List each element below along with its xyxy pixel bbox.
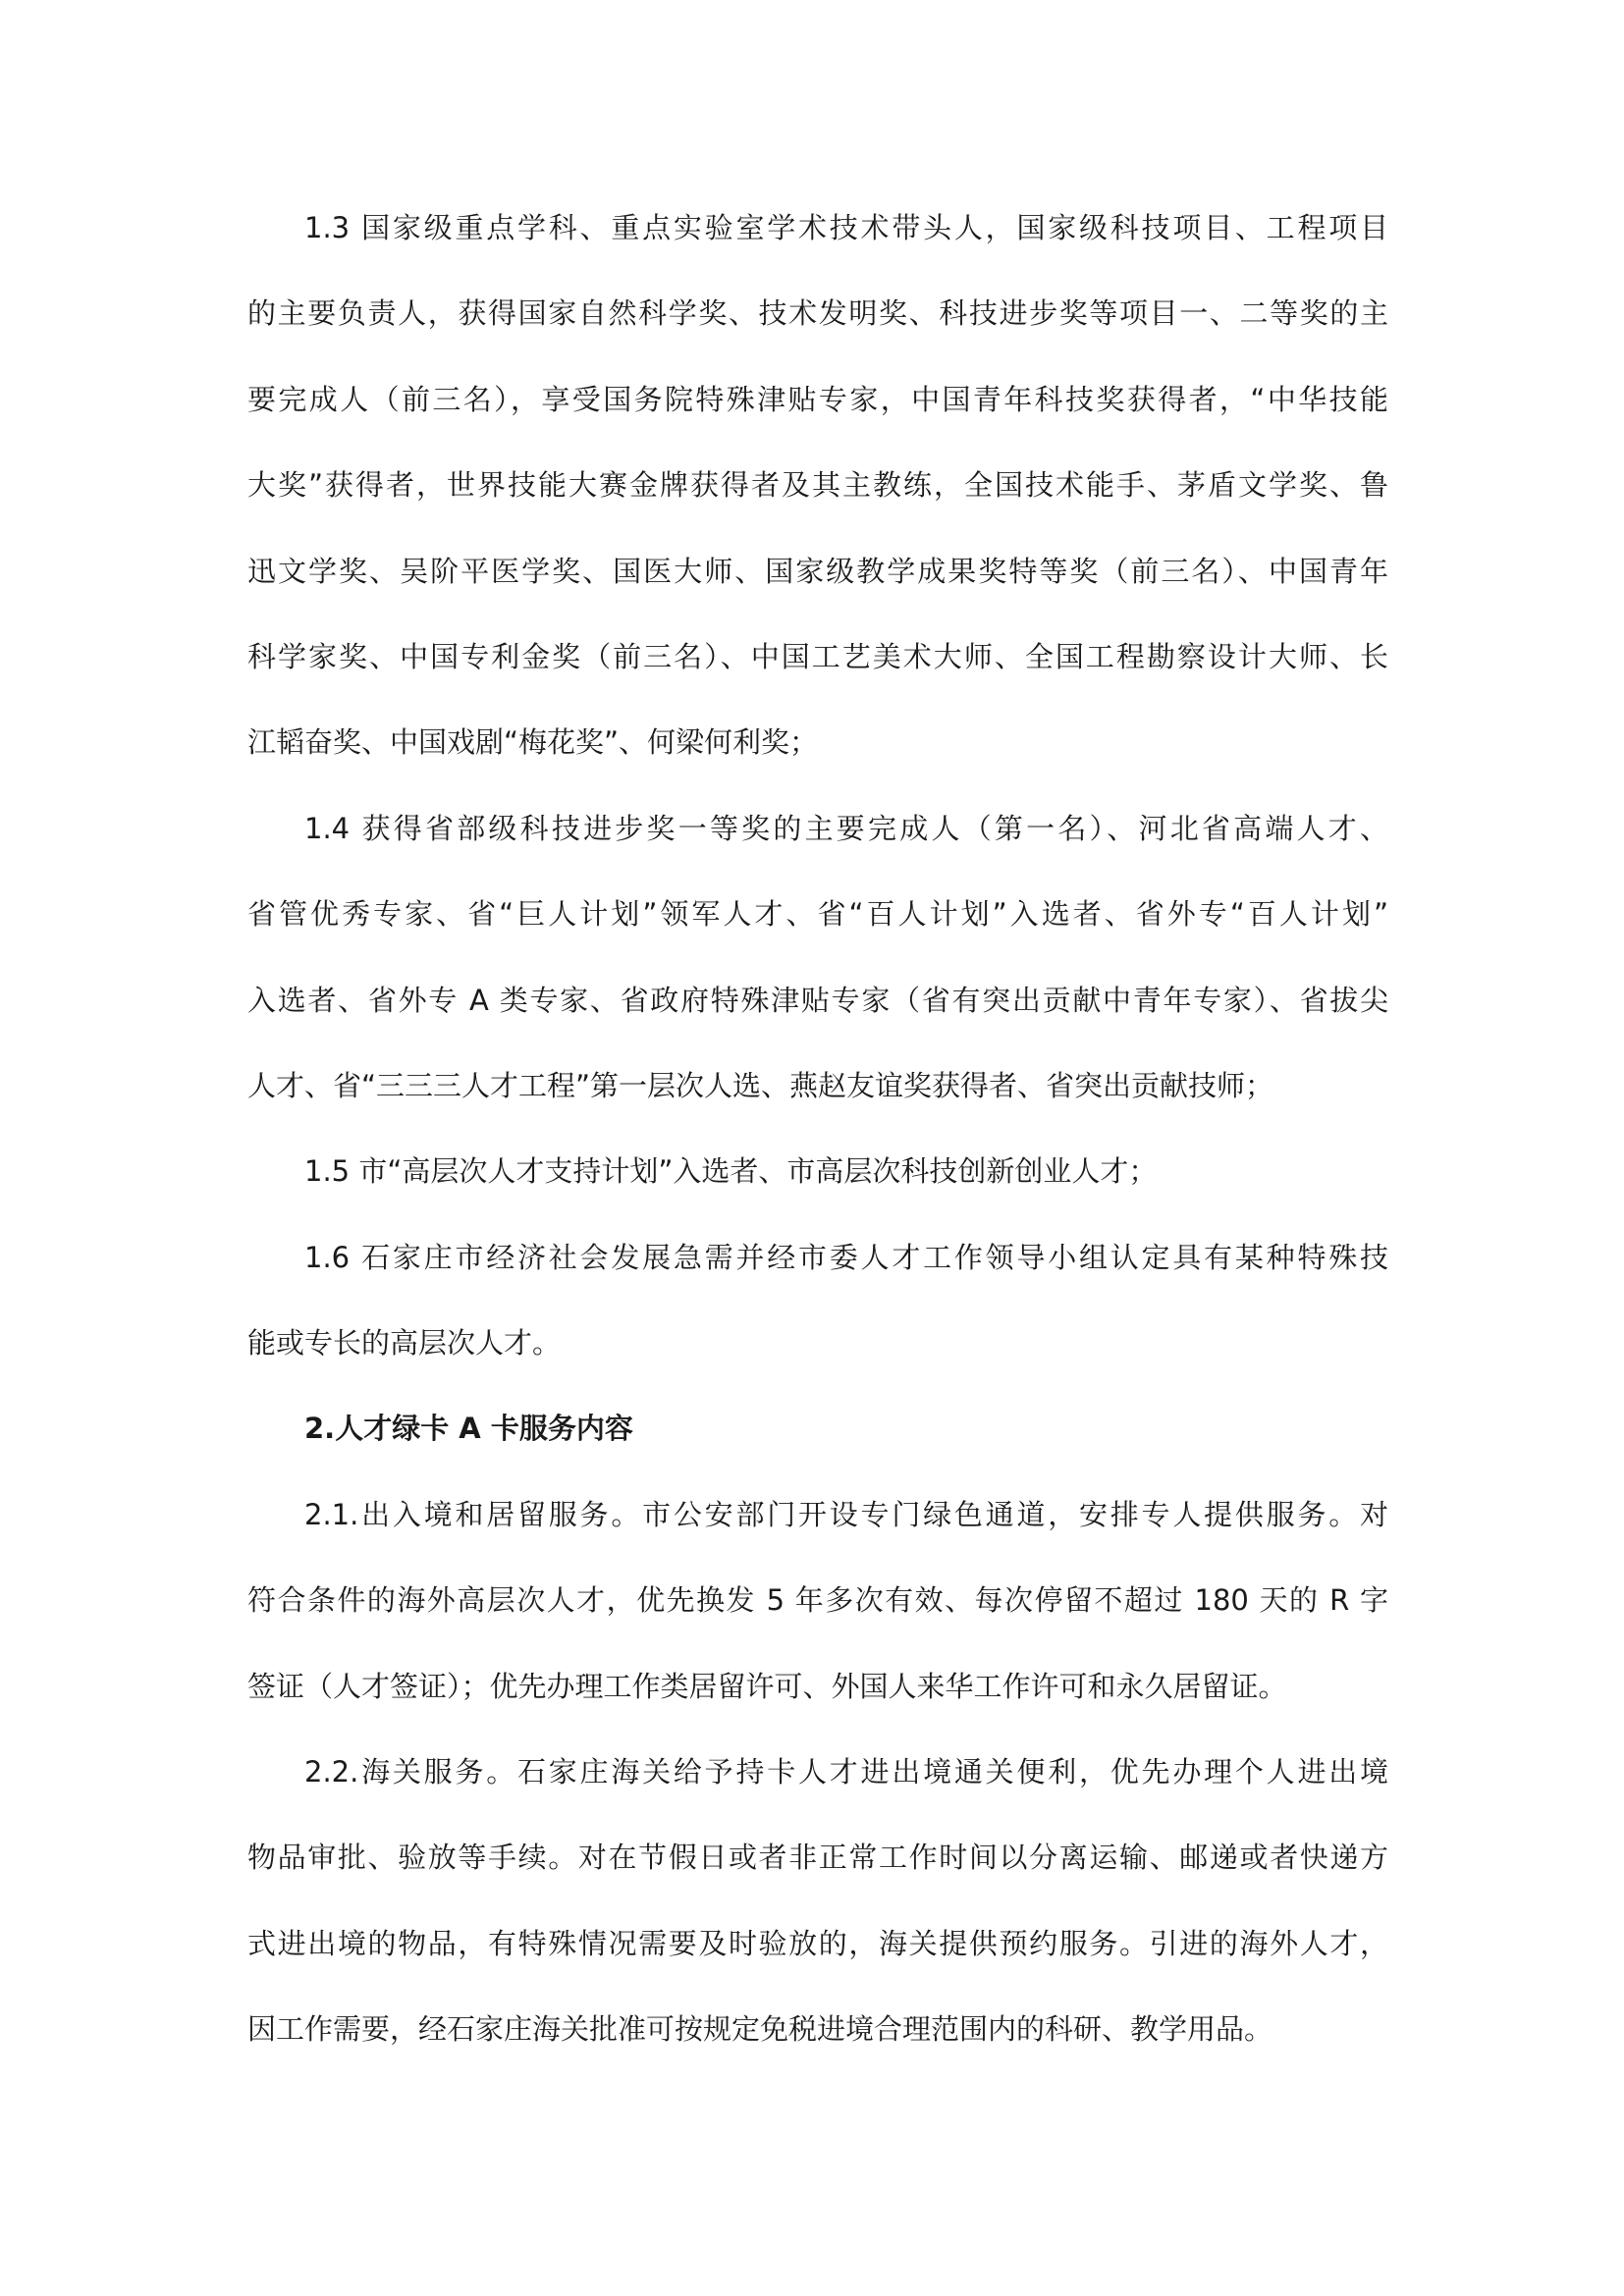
paragraph [247, 1236, 1388, 1408]
text-line: 科学家奖、中国专利金奖（前三名）、中国工艺美术大师、全国工程勘察设计大师、长 [247, 639, 1388, 673]
text-line: 2.1.出入境和居留服务。市公安部门开设专门绿色通道，安排专人提供服务。对 [304, 1497, 1388, 1531]
text-line: 大奖”获得者，世界技能大赛金牌获得者及其主教练，全国技术能手、茅盾文学奖、鲁 [247, 468, 1388, 503]
text-line: 入选者、省外专 A 类专家、省政府特殊津贴专家（省有突出贡献中青年专家）、省拔尖 [247, 983, 1388, 1017]
text-line: 1.5 市“高层次人才支持计划”入选者、市高层次科技创新创业人才； [304, 1154, 1158, 1189]
text-line: 能或专长的高层次人才。 [247, 1326, 562, 1361]
text-line: 1.4 获得省部级科技进步奖一等奖的主要完成人（第一名）、河北省高端人才、 [304, 811, 1388, 845]
text-line: 物品审批、验放等手续。对在节假日或者非正常工作时间以分离运输、邮递或者快递方 [247, 1841, 1388, 1875]
paragraph [247, 1750, 1388, 2094]
paragraph [247, 807, 1388, 1150]
text-line: 2.人才绿卡 A 卡服务内容 [304, 1412, 633, 1446]
text-line: 省管优秀专家、省“巨人计划”领军人才、省“百人计划”入选者、省外专“百人计划” [247, 897, 1388, 932]
text-line: 迅文学奖、吴阶平医学奖、国医大师、国家级教学成果奖特等奖（前三名）、中国青年 [247, 554, 1388, 588]
text-line: 的主要负责人，获得国家自然科学奖、技术发明奖、科技进步奖等项目一、二等奖的主 [247, 296, 1388, 331]
text-line: 符合条件的海外高层次人才，优先换发 5 年多次有效、每次停留不超过 180 天的 R 字 [247, 1583, 1388, 1618]
paragraph [247, 1493, 1388, 1750]
text-line: 1.3 国家级重点学科、重点实验室学术技术带头人，国家级科技项目、工程项目 [304, 211, 1388, 244]
text-line: 1.6 石家庄市经济社会发展急需并经市委人才工作领导小组认定具有某种特殊技 [304, 1240, 1388, 1274]
section-heading [247, 1407, 1388, 1492]
text-line: 式进出境的物品，有特殊情况需要及时验放的，海关提供预约服务。引进的海外人才， [247, 1926, 1388, 1960]
paragraph [247, 206, 1388, 807]
text-line: 江韬奋奖、中国戏剧“梅花奖”、何梁何利奖； [247, 725, 819, 760]
document-body [247, 206, 1388, 2094]
text-line: 要完成人（前三名），享受国务院特殊津贴专家，中国青年科技奖获得者，“中华技能 [247, 382, 1388, 416]
text-line: 人才、省“三三三人才工程”第一层次人选、燕赵友谊奖获得者、省突出贡献技师； [247, 1068, 1274, 1102]
text-line: 因工作需要，经石家庄海关批准可按规定免税进境合理范围内的科研、教学用品。 [247, 2012, 1273, 2047]
paragraph [247, 1149, 1388, 1235]
text-line: 签证（人才签证）；优先办理工作类居留许可、外国人来华工作许可和永久居留证。 [247, 1669, 1287, 1703]
text-line: 2.2.海关服务。石家庄海关给予持卡人才进出境通关便利，优先办理个人进出境 [304, 1755, 1388, 1789]
